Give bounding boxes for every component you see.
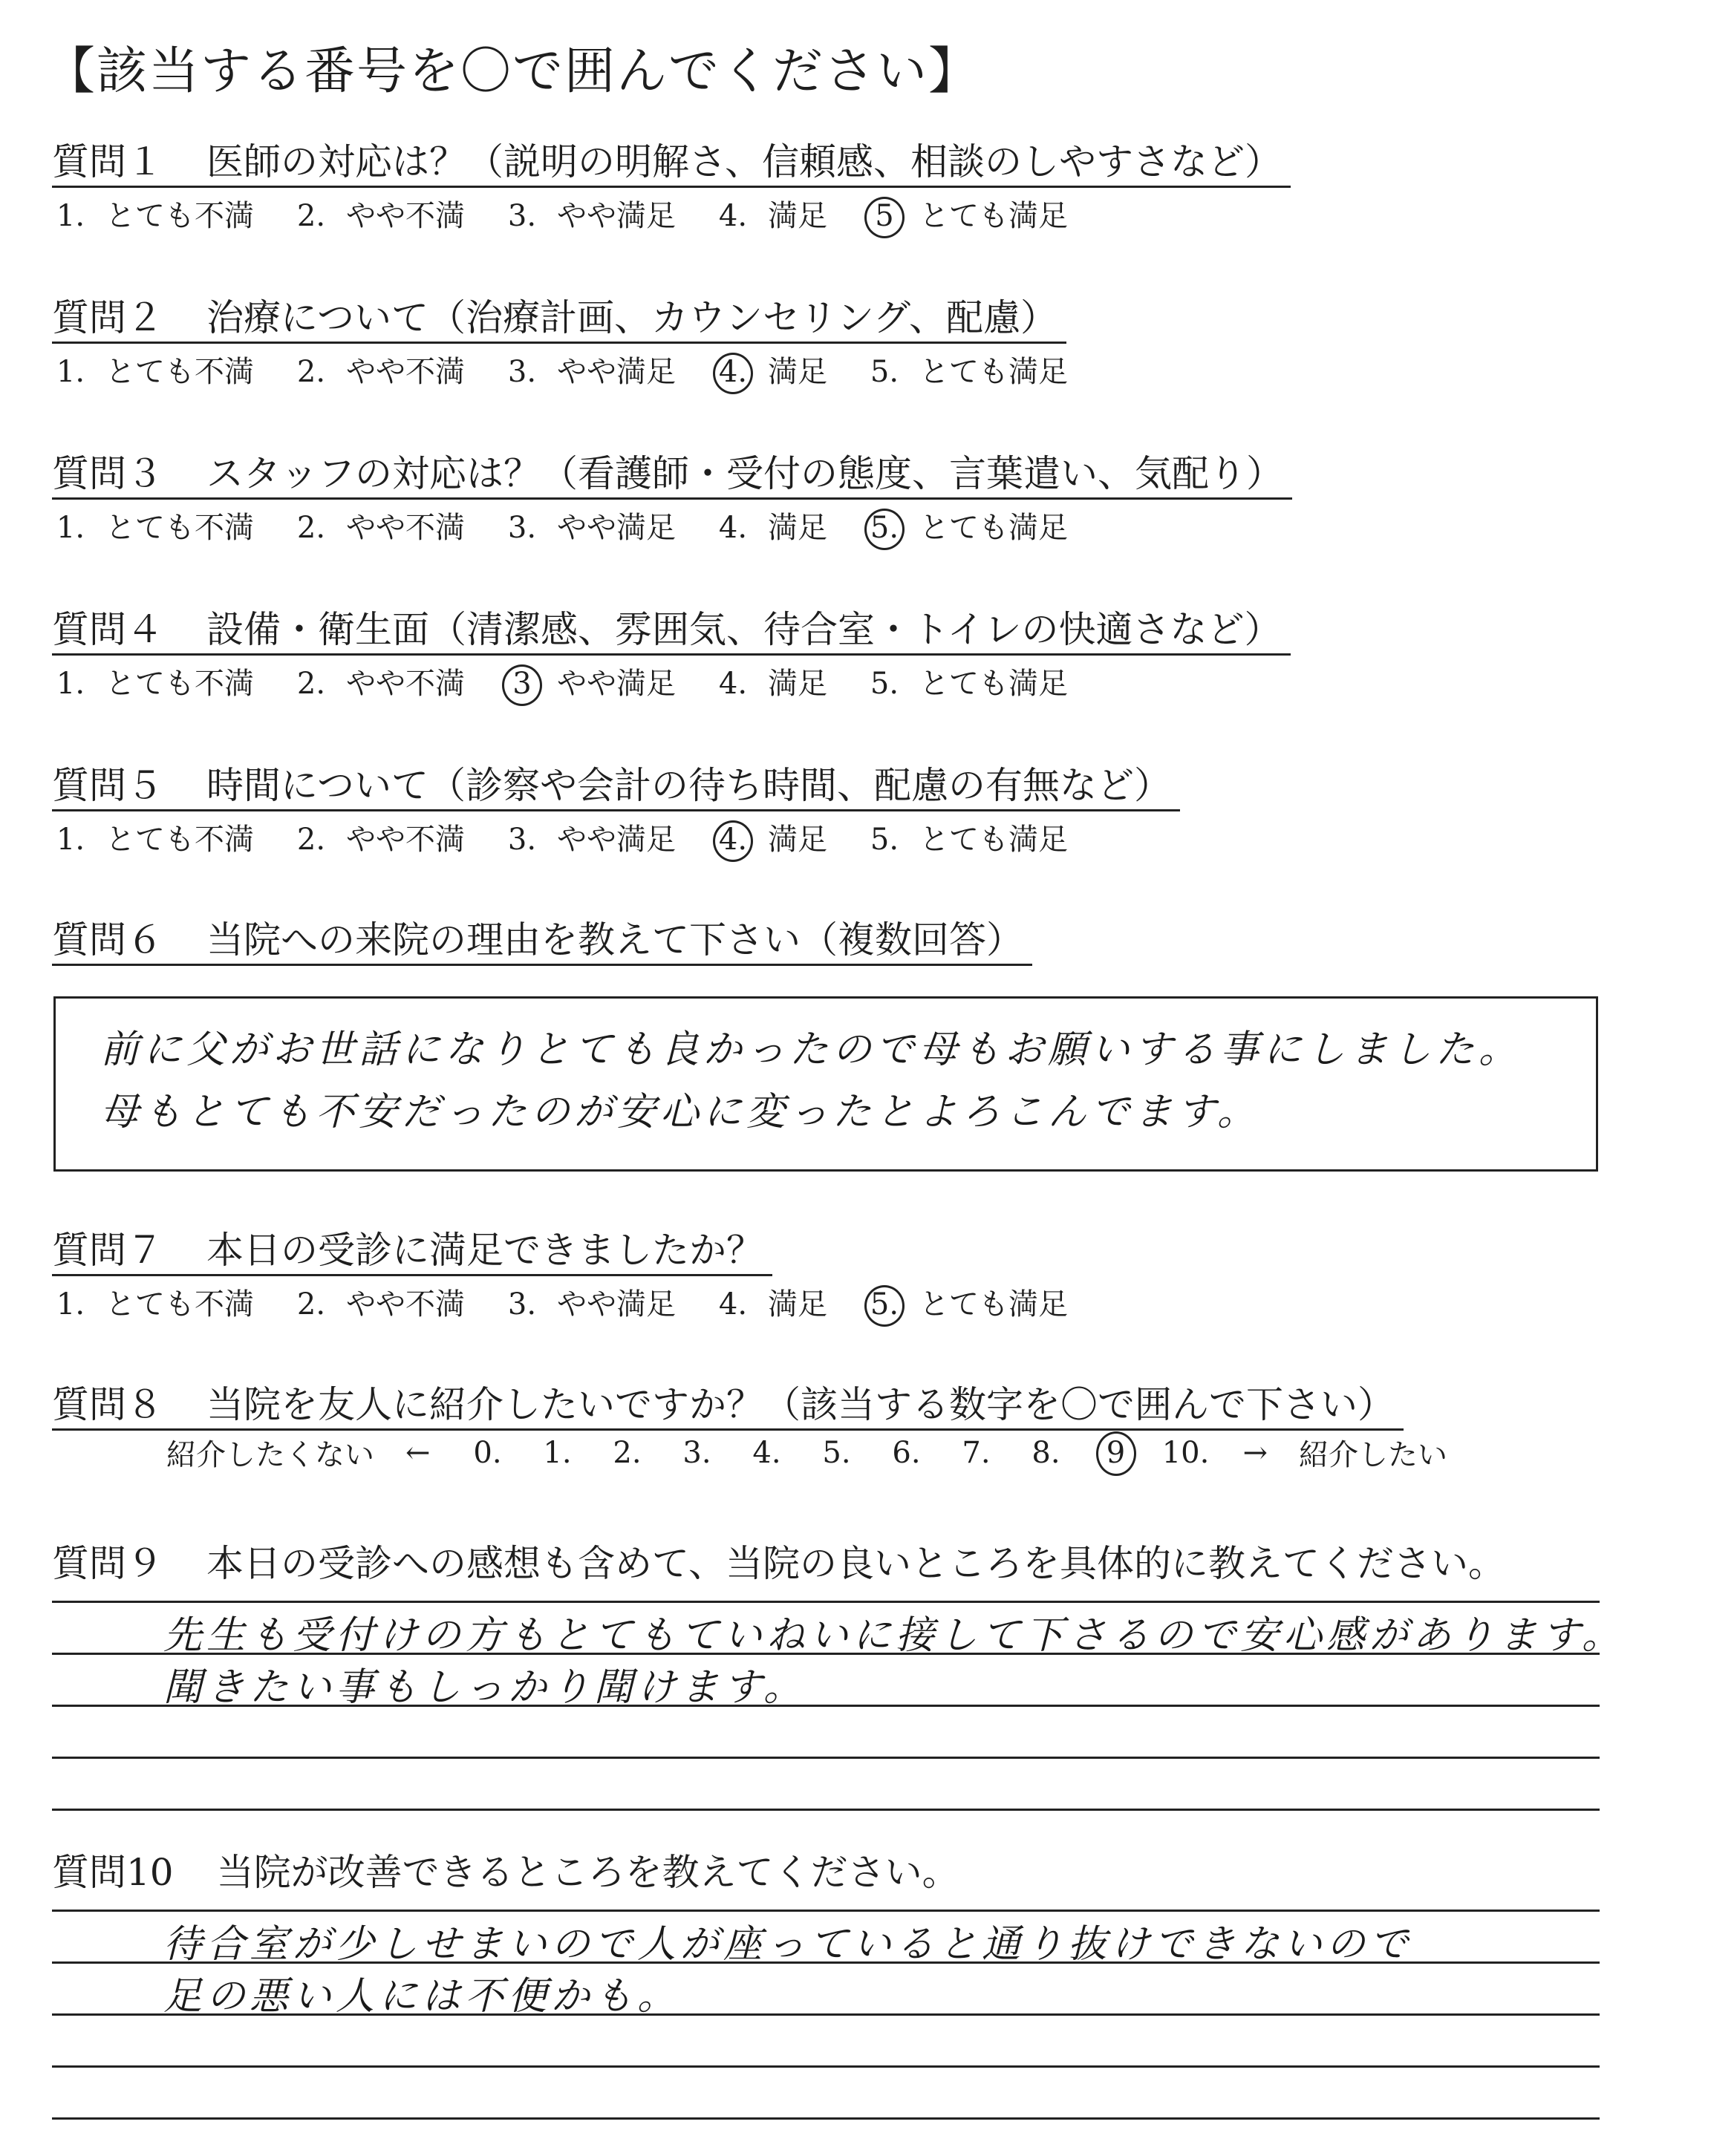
option-number: 4. xyxy=(718,667,748,701)
option-label: 満足 xyxy=(768,1287,827,1322)
option-label: 満足 xyxy=(768,199,827,233)
option-number: 3 xyxy=(503,663,541,705)
option-label: やや不満 xyxy=(346,199,465,233)
option-number: 1. xyxy=(56,823,85,857)
question-number: 質問４ xyxy=(52,608,163,651)
question-header xyxy=(52,1381,1404,1431)
answer-rule-line xyxy=(52,2117,1600,2120)
question-text: 本日の受診に満足できましたか？ xyxy=(206,1229,763,1272)
question-2 xyxy=(52,294,1107,393)
option-number: 4. xyxy=(714,351,752,393)
option-label: とても不満 xyxy=(105,199,254,233)
scale-number-4[interactable]: 4. xyxy=(752,1435,781,1470)
rating-option-5[interactable] xyxy=(866,351,1068,393)
handwritten-answer-line: 母もとても不安だったのが安心に変ったとよろこんでます。 xyxy=(100,1090,1260,1134)
question-number: 質問９ xyxy=(52,1542,163,1585)
question-header xyxy=(52,606,1291,656)
scale-number-10[interactable]: 10. xyxy=(1161,1435,1210,1470)
option-label: とても満足 xyxy=(919,823,1068,857)
rating-option-1[interactable] xyxy=(52,819,254,860)
rating-option-1[interactable] xyxy=(52,351,254,393)
rating-option-1[interactable] xyxy=(52,507,254,549)
option-number: 5. xyxy=(870,823,899,857)
option-number: 4. xyxy=(714,819,752,860)
option-number: 4. xyxy=(718,199,748,233)
question-text: 本日の受診への感想も含めて、当院の良いところを具体的に教えてください。 xyxy=(206,1542,1505,1585)
option-label: 満足 xyxy=(768,823,827,857)
question-header xyxy=(52,762,1180,811)
option-label: 満足 xyxy=(768,511,827,545)
option-label: とても不満 xyxy=(105,667,254,701)
option-number: 5. xyxy=(870,355,899,389)
question-5 xyxy=(52,762,1180,860)
option-number: 5. xyxy=(866,507,903,549)
option-label: 満足 xyxy=(768,667,827,701)
scale-right-label: 紹介したい xyxy=(1299,1438,1448,1472)
rating-option-3[interactable] xyxy=(503,1284,676,1325)
option-number: 2. xyxy=(296,1287,326,1322)
handwritten-answer-line: 前に父がお世話になりとても良かったので母もお願いする事にしました。 xyxy=(100,1028,1522,1072)
option-number: 2. xyxy=(296,355,326,389)
option-label: とても不満 xyxy=(105,823,254,857)
rating-option-2[interactable] xyxy=(293,1284,465,1325)
answer-rule-line xyxy=(52,2065,1600,2068)
question-number: 質問５ xyxy=(52,764,163,807)
question-header xyxy=(52,138,1291,188)
option-number: 4. xyxy=(718,511,748,545)
option-label: 満足 xyxy=(768,355,827,389)
question-number: 質問１ xyxy=(52,140,163,183)
rating-option-5[interactable] xyxy=(866,195,1068,237)
question-number: 質問６ xyxy=(52,918,163,961)
option-label: やや不満 xyxy=(346,823,465,857)
question-header xyxy=(52,1226,772,1276)
option-number: 3. xyxy=(507,1287,537,1322)
question-number: 質問10 xyxy=(52,1851,174,1894)
scale-number-2[interactable]: 2. xyxy=(613,1435,642,1470)
page-title: 【該当する番号を〇で囲んでください】 xyxy=(45,42,981,101)
rating-option-1[interactable] xyxy=(52,195,254,237)
question-text: 当院を友人に紹介したいですか？（該当する数字を〇で囲んで下さい） xyxy=(206,1383,1395,1426)
option-number: 5 xyxy=(866,195,903,237)
option-number: 5. xyxy=(866,1284,903,1325)
option-label: やや不満 xyxy=(346,1287,465,1322)
scale-number-6[interactable]: 6. xyxy=(892,1435,921,1470)
rating-options xyxy=(52,195,1291,237)
question-3 xyxy=(52,450,1292,549)
rating-option-4[interactable] xyxy=(714,195,827,237)
question-number: 質問２ xyxy=(52,296,163,339)
question-text: 当院が改善できるところを教えてください。 xyxy=(216,1851,959,1894)
option-number: 2. xyxy=(296,199,326,233)
option-label: やや不満 xyxy=(346,511,465,545)
option-label: とても満足 xyxy=(919,667,1068,701)
rating-option-4[interactable] xyxy=(714,1284,827,1325)
scale-number-8[interactable]: 8. xyxy=(1032,1435,1060,1470)
scale-number-5[interactable]: 5. xyxy=(822,1435,851,1470)
option-label: やや満足 xyxy=(557,511,676,545)
scale-left-label: 紹介したくない xyxy=(166,1438,374,1472)
rating-option-4[interactable] xyxy=(714,819,827,860)
option-label: とても満足 xyxy=(919,1287,1068,1322)
option-label: とても不満 xyxy=(105,1287,254,1322)
question-header xyxy=(52,916,1032,966)
option-label: とても不満 xyxy=(105,355,254,389)
left-arrow-icon: ← xyxy=(405,1435,431,1470)
question-header xyxy=(52,294,1066,344)
option-number: 5. xyxy=(870,667,899,701)
question-text: 時間について（診察や会計の待ち時間、配慮の有無など） xyxy=(206,764,1171,807)
question-number: 質問７ xyxy=(52,1229,163,1272)
rating-option-3[interactable] xyxy=(503,195,676,237)
question-text: 医師の対応は？（説明の明解さ、信頼感、相談のしやすさなど） xyxy=(206,140,1282,183)
option-number: 1. xyxy=(56,667,85,701)
scale-number-7[interactable]: 7. xyxy=(962,1435,991,1470)
option-label: とても満足 xyxy=(919,199,1068,233)
rating-options xyxy=(52,351,1107,393)
answer-rule-line xyxy=(52,1757,1600,1759)
handwritten-answer-line[interactable]: 待合室が少しせまいので人が座っていると通り抜けできないので xyxy=(163,1922,1413,1967)
rating-options xyxy=(52,663,1291,705)
option-label: とても不満 xyxy=(105,511,254,545)
question-text: スタッフの対応は？（看護師・受付の態度、言葉遣い、気配り） xyxy=(206,452,1283,495)
rating-option-2[interactable] xyxy=(293,663,465,705)
question-8 xyxy=(52,1381,1404,1431)
rating-options xyxy=(52,1284,1107,1325)
question-text: 治療について（治療計画、カウンセリング、配慮） xyxy=(206,296,1057,339)
question-header xyxy=(52,450,1292,500)
option-label: とても満足 xyxy=(919,355,1068,389)
right-arrow-icon: → xyxy=(1242,1435,1268,1470)
option-label: やや不満 xyxy=(346,355,465,389)
rating-option-1[interactable] xyxy=(52,1284,254,1325)
option-number: 3. xyxy=(507,823,537,857)
question-7 xyxy=(52,1226,1107,1325)
rating-options xyxy=(52,819,1180,860)
answer-rule-line xyxy=(52,1809,1600,1811)
handwritten-answer-line[interactable]: 聞きたい事もしっかり聞けます。 xyxy=(163,1665,806,1710)
scale-number-0[interactable]: 0. xyxy=(473,1435,502,1470)
rating-option-4[interactable] xyxy=(714,507,827,549)
question-1 xyxy=(52,138,1291,237)
option-number: 3. xyxy=(507,199,537,233)
question-6 xyxy=(52,916,1032,966)
question-4 xyxy=(52,606,1291,705)
question-header xyxy=(52,1849,959,1896)
option-label: やや満足 xyxy=(557,823,676,857)
option-number: 1. xyxy=(56,199,85,233)
option-label: やや不満 xyxy=(346,667,465,701)
option-number: 4. xyxy=(718,1287,748,1322)
option-label: やや満足 xyxy=(557,667,676,701)
question-text: 設備・衛生面（清潔感、雰囲気、待合室・トイレの快適さなど） xyxy=(206,608,1282,651)
option-number: 3. xyxy=(507,511,537,545)
option-number: 3. xyxy=(507,355,537,389)
answer-rule-line xyxy=(52,1910,1600,1912)
option-number: 1. xyxy=(56,355,85,389)
answer-rule-line xyxy=(52,1601,1600,1603)
scale-number-9[interactable]: 9 xyxy=(1081,1436,1151,1470)
rating-option-5[interactable] xyxy=(866,819,1068,860)
handwritten-answer-line[interactable]: 足の悪い人には不便かも。 xyxy=(163,1974,681,2019)
rating-option-2[interactable] xyxy=(293,819,465,860)
option-label: とても満足 xyxy=(919,511,1068,545)
rating-option-3[interactable] xyxy=(503,507,676,549)
question-10 xyxy=(52,1849,959,1896)
rating-option-2[interactable] xyxy=(293,507,465,549)
question-number: 質問８ xyxy=(52,1383,163,1426)
recommend-scale xyxy=(157,1431,1456,1474)
option-label: やや満足 xyxy=(557,199,676,233)
question-number: 質問３ xyxy=(52,452,163,495)
rating-options xyxy=(52,507,1292,549)
option-number: 2. xyxy=(296,667,326,701)
rating-option-1[interactable] xyxy=(52,663,254,705)
option-label: やや満足 xyxy=(557,355,676,389)
option-number: 2. xyxy=(296,823,326,857)
rating-option-2[interactable] xyxy=(293,195,465,237)
scale-number-1[interactable]: 1. xyxy=(543,1435,572,1470)
rating-option-3[interactable] xyxy=(503,663,676,705)
rating-option-4[interactable] xyxy=(714,663,827,705)
question-header xyxy=(52,1540,1505,1587)
rating-option-3[interactable] xyxy=(503,819,676,860)
rating-option-3[interactable] xyxy=(503,351,676,393)
question-9 xyxy=(52,1540,1505,1587)
handwritten-answer-line[interactable]: 先生も受付けの方もとてもていねいに接して下さるので安心感があります。 xyxy=(163,1613,1625,1658)
rating-option-4[interactable] xyxy=(714,351,827,393)
question-text: 当院への来院の理由を教えて下さい（複数回答） xyxy=(206,918,1023,961)
option-label: やや満足 xyxy=(557,1287,676,1322)
option-number: 2. xyxy=(296,511,326,545)
rating-option-5[interactable] xyxy=(866,1284,1068,1325)
rating-option-5[interactable] xyxy=(866,507,1068,549)
free-answer-box[interactable] xyxy=(53,996,1598,1172)
option-number: 1. xyxy=(56,511,85,545)
rating-option-5[interactable] xyxy=(866,663,1068,705)
option-number: 1. xyxy=(56,1287,85,1322)
rating-option-2[interactable] xyxy=(293,351,465,393)
scale-number-3[interactable]: 3. xyxy=(682,1435,711,1470)
